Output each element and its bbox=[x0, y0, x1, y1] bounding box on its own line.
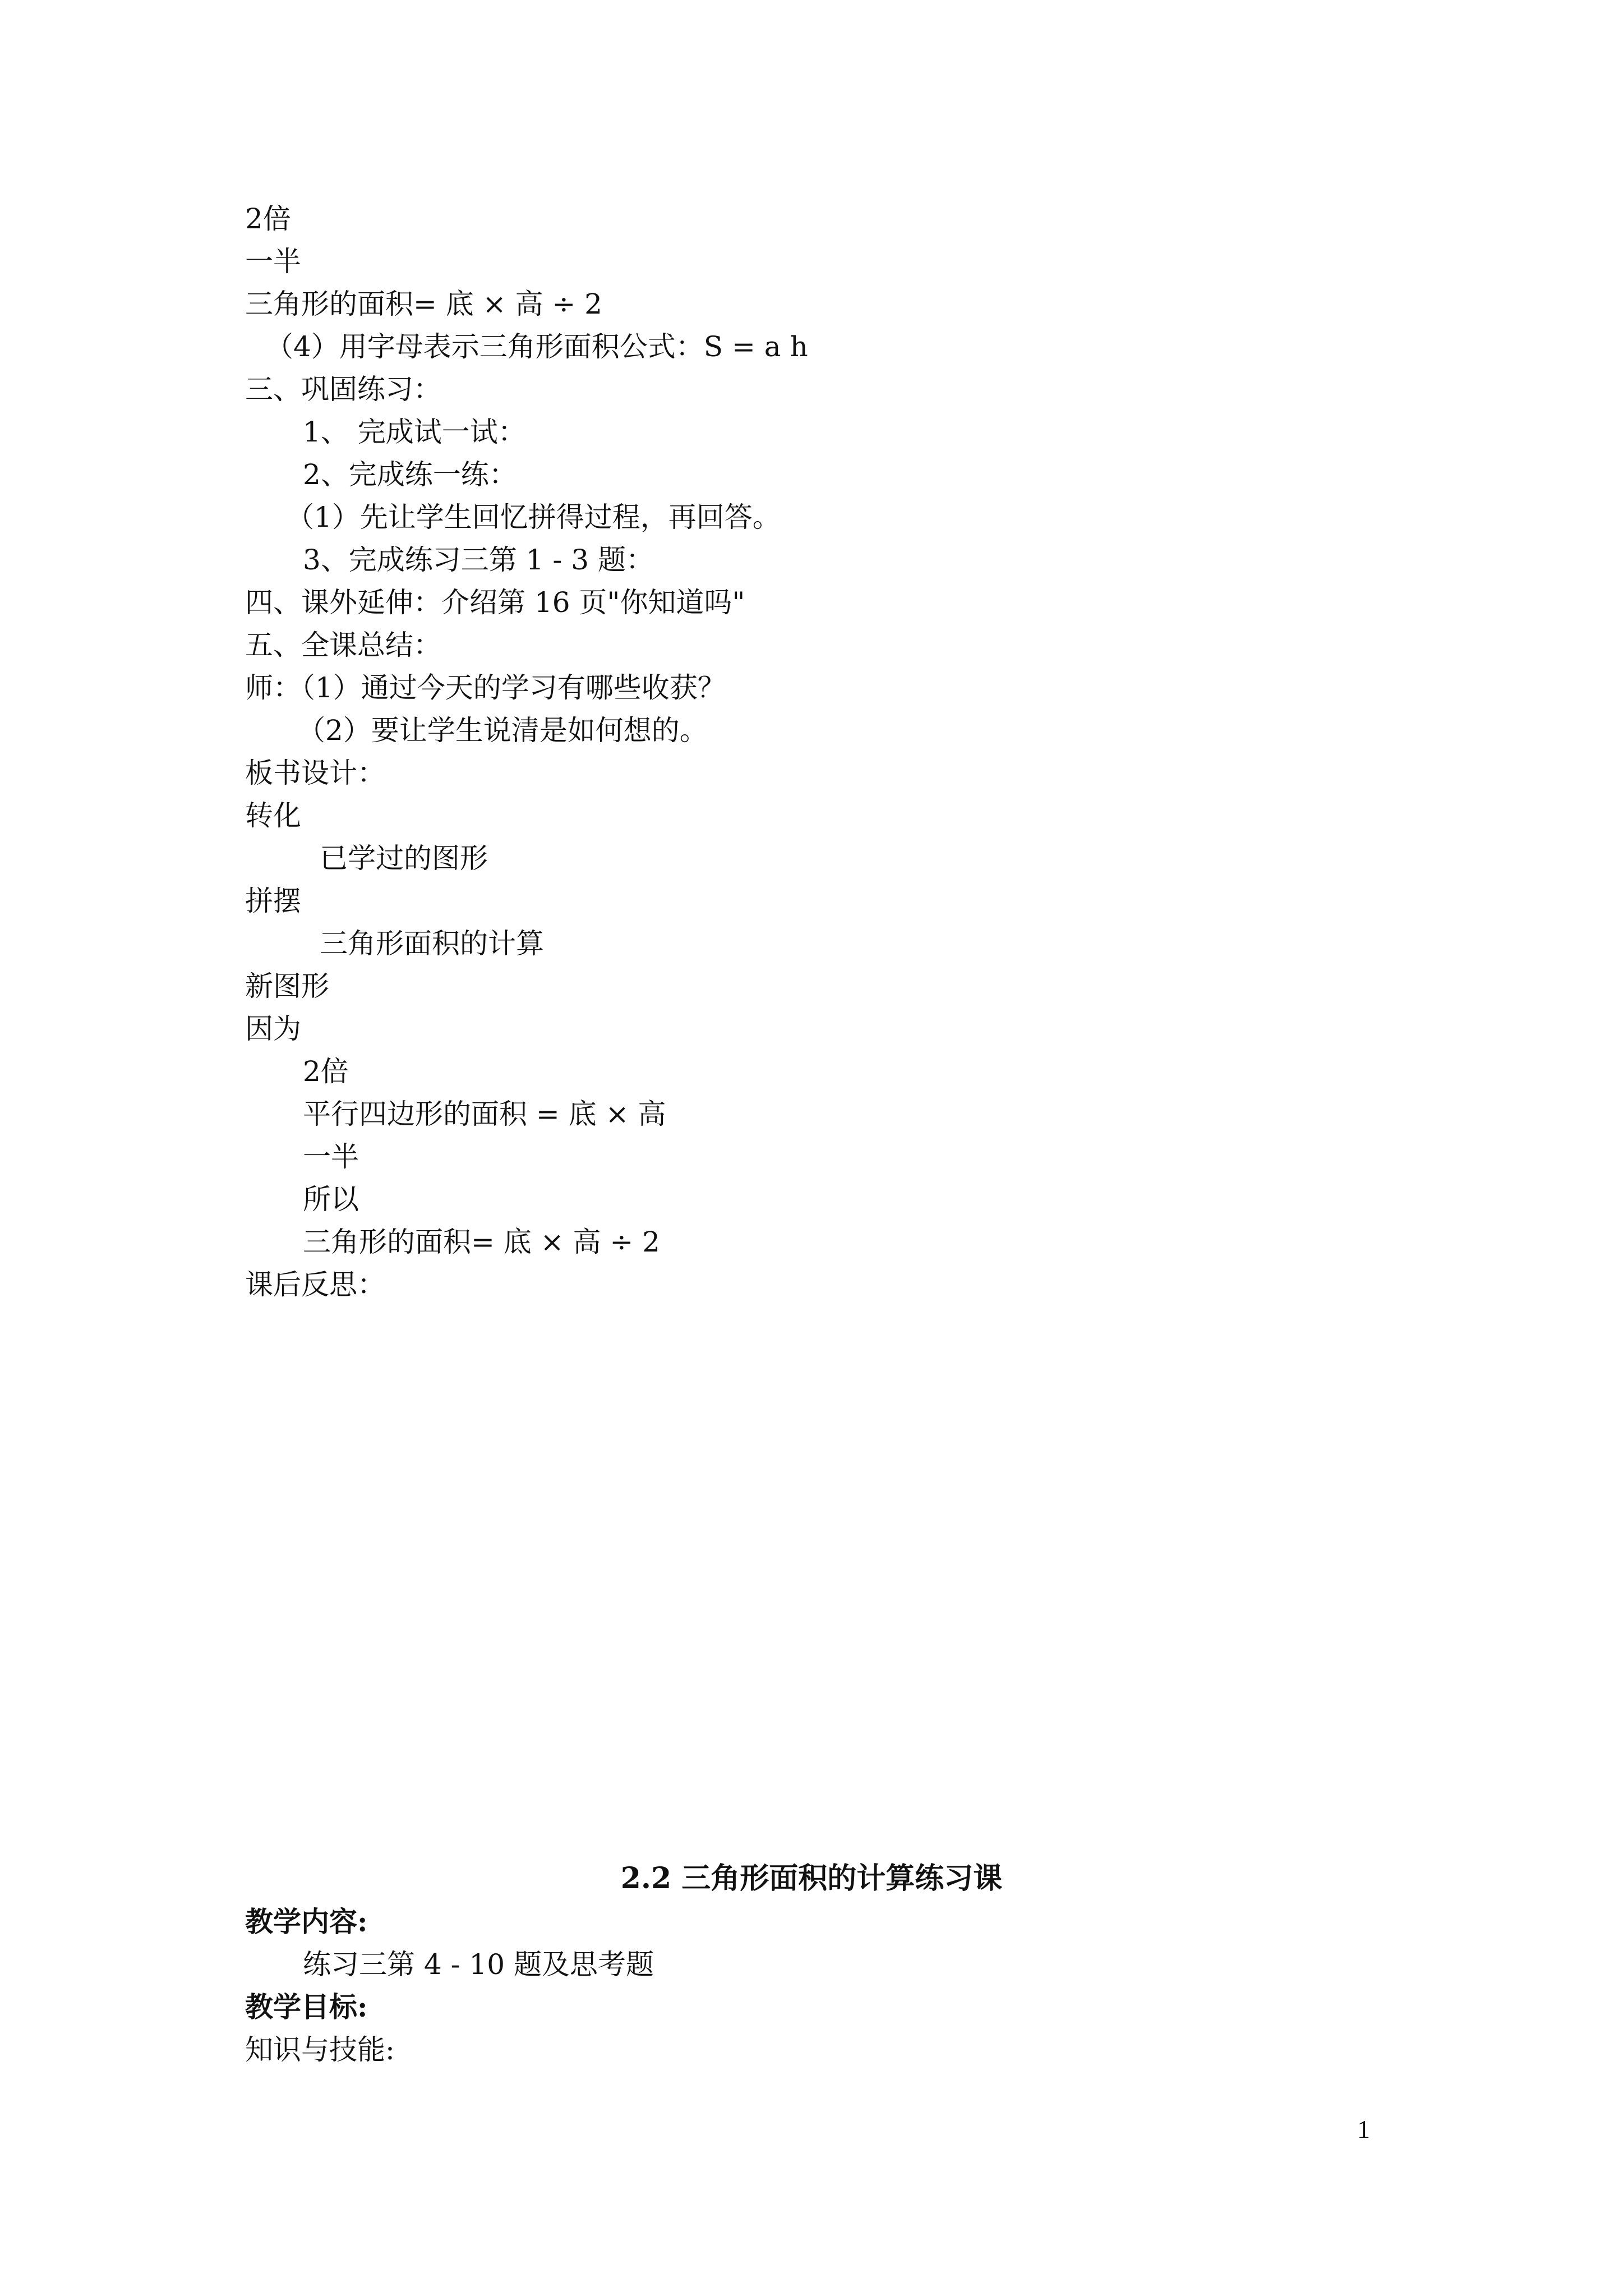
section-heading: 四、课外延伸：介绍第 16 页"你知道吗" bbox=[245, 586, 745, 619]
section-title: 2.2 三角形面积的计算练习课 bbox=[620, 1861, 1003, 1895]
list-item: 1、 完成试一试： bbox=[303, 416, 526, 448]
text-line: 三角形面积的计算 bbox=[320, 927, 544, 960]
list-item: 2、完成练一练： bbox=[303, 458, 517, 491]
formula-line: 三角形的面积= 底 × 高 ÷ 2 bbox=[303, 1226, 660, 1258]
text-line: 所以 bbox=[303, 1183, 359, 1216]
text-line: 2倍 bbox=[245, 203, 291, 235]
text-line: 已学过的图形 bbox=[320, 842, 488, 875]
goals-heading: 教学目标: bbox=[245, 1990, 368, 2023]
formula-line: 平行四边形的面积 = 底 × 高 bbox=[303, 1098, 666, 1130]
formula-line: 三角形的面积= 底 × 高 ÷ 2 bbox=[245, 288, 602, 320]
text-line: 一半 bbox=[303, 1140, 359, 1173]
text-line: （2）要让学生说清是如何想的。 bbox=[297, 714, 708, 747]
text-line: 板书设计： bbox=[245, 757, 385, 789]
list-item: （1）先让学生回忆拼得过程，再回答。 bbox=[286, 501, 781, 533]
page-number: 1 bbox=[1357, 2115, 1370, 2143]
text-line: 师：（1）通过今天的学习有哪些收获？ bbox=[245, 671, 726, 704]
text-line: 拼摆 bbox=[245, 885, 301, 917]
text-line: 2倍 bbox=[303, 1055, 349, 1088]
text-line: 转化 bbox=[245, 799, 301, 832]
section-heading: 五、全课总结： bbox=[245, 629, 441, 661]
text-line: 课后反思： bbox=[245, 1268, 385, 1301]
content-heading: 教学内容: bbox=[245, 1905, 368, 1938]
formula-line: （4）用字母表示三角形面积公式：S = a h bbox=[265, 330, 808, 363]
skills-label: 知识与技能: bbox=[245, 2033, 395, 2066]
text-line: 新图形 bbox=[245, 970, 329, 1002]
text-line: 一半 bbox=[245, 245, 301, 278]
section-heading: 三、巩固练习： bbox=[245, 373, 441, 406]
list-item: 3、完成练习三第 1 - 3 题： bbox=[303, 544, 654, 576]
content-text: 练习三第 4 - 10 题及思考题 bbox=[303, 1948, 654, 1981]
text-line: 因为 bbox=[245, 1013, 301, 1045]
